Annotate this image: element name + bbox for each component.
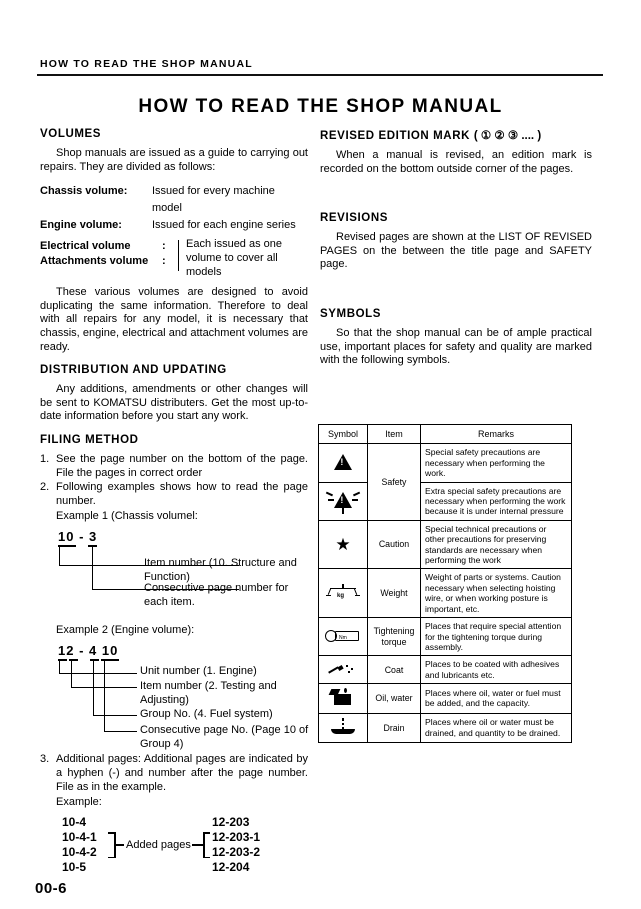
revised-edition-heading: [320, 128, 592, 142]
filing-list: [40, 453, 308, 508]
folio-page-number: 00-6: [35, 880, 68, 897]
colon: :: [162, 240, 166, 253]
page-ref-right-3: 12-203-2: [212, 845, 261, 860]
table-row: [319, 520, 572, 569]
example3-label: Example:: [56, 796, 102, 809]
page-ref-right-4: 12-204: [212, 860, 250, 875]
remarks-cell: Places where oil, water or fuel must be added, and the capacity.: [421, 684, 572, 713]
volume-row-chassis: [40, 184, 308, 199]
symbols-table: [318, 424, 572, 743]
coat-brush-icon: [319, 656, 368, 684]
page-ref-left-1: 10-4: [62, 815, 87, 830]
remarks-cell: Places that require special attention for the tightening torque during assembly.: [421, 618, 572, 656]
running-header: HOW TO READ THE SHOP MANUAL: [40, 58, 253, 70]
example2-label: Example 2 (Engine volume):: [56, 624, 195, 637]
volume-term: Chassis volume:: [40, 185, 128, 198]
volume-def-cont: model: [152, 202, 182, 215]
left-column: [40, 128, 308, 887]
filing-item-3: [40, 753, 308, 794]
torque-wrench-icon: Nm: [319, 618, 368, 656]
item-oil-water: Oil, water: [368, 684, 421, 713]
filing-item-text: See the page number on the bottom of the page. File the pages in correct order: [56, 452, 308, 479]
table-row: [319, 482, 572, 520]
item-safety: Safety: [368, 444, 421, 520]
filing-item-2: [40, 481, 308, 508]
filing-item-1: [40, 453, 308, 480]
filing-item-text: Additional pages: Additional pages are indicated by a hyphen (-) and number after the page number. File as in the example.: [56, 753, 308, 793]
volumes-intro: Shop manuals are issued as a guide to carrying out repairs. They are divided as follows:: [40, 147, 308, 173]
volume-row-engine: [40, 218, 308, 233]
filing-item-text: Following examples shows how to read the page number.: [56, 481, 308, 507]
symbols-heading: SYMBOLS: [320, 307, 382, 320]
page-ref-left-4: 10-5: [62, 860, 87, 875]
edition-mark-symbols: ( ① ② ③ .... ): [473, 130, 542, 142]
example2-callout-group: Group No. (4. Fuel system): [140, 708, 273, 721]
table-row: [319, 656, 572, 684]
example2-callout-unit: Unit number (1. Engine): [140, 665, 257, 678]
filing-list-continued: [40, 753, 308, 794]
item-tightening-torque: Tightening torque: [368, 618, 421, 656]
example1-label: Example 1 (Chassis volumel:: [56, 510, 198, 523]
page-title: HOW TO READ THE SHOP MANUAL: [138, 96, 503, 117]
remarks-cell: Extra special safety precautions are necessary when performing the work because it is under internal pressure: [421, 482, 572, 520]
table-row: [319, 569, 572, 618]
column-header-symbol: Symbol: [319, 425, 368, 444]
table-header-row: [319, 425, 572, 444]
distribution-heading: DISTRIBUTION AND UPDATING: [40, 364, 227, 377]
item-coat: Coat: [368, 656, 421, 684]
remarks-cell: Weight of parts or systems. Caution necessary when selecting hoisting wire, or when working posture is important, etc.: [421, 569, 572, 618]
item-weight: Weight: [368, 569, 421, 618]
remarks-cell: Special safety precautions are necessary when performing the work.: [421, 444, 572, 482]
volumes-heading: VOLUMES: [40, 128, 102, 140]
volume-row-chassis-cont: [40, 201, 308, 216]
item-drain: Drain: [368, 713, 421, 742]
page-ref-right-2: 12-203-1: [212, 830, 261, 845]
warning-triangle-burst-icon: [319, 482, 368, 520]
filing-item-number: 1.: [40, 452, 50, 465]
table-row: [319, 618, 572, 656]
table-row: [319, 713, 572, 742]
page-ref-left-2: 10-4-1: [62, 830, 97, 845]
oil-can-icon: [319, 684, 368, 713]
table-row: [319, 444, 572, 482]
added-pages-label: Added pages: [126, 839, 191, 852]
item-caution: Caution: [368, 520, 421, 569]
remarks-cell: Special technical precautions or other precautions for preserving standards are necessary when performing the work: [421, 520, 572, 569]
revised-edition-heading-text: REVISED EDITION MARK: [320, 130, 471, 142]
filing-item-number: 2.: [40, 481, 50, 494]
added-pages-diagram: [40, 815, 308, 887]
example1-diagram: [40, 529, 308, 608]
right-column: [320, 128, 592, 378]
table-row: [319, 684, 572, 713]
page-ref-left-3: 10-4-2: [62, 845, 97, 860]
revisions-heading: REVISIONS: [320, 212, 389, 225]
remarks-cell: Places where oil or water must be drained, and quantity to be drained.: [421, 713, 572, 742]
weight-hoist-icon: kg: [319, 569, 368, 618]
example1-callout-item: Item number (10. Structure and Function): [144, 557, 297, 583]
volume-def: Issued for each engine series: [152, 219, 296, 232]
filing-item-number: 3.: [40, 753, 50, 766]
example2-callout-item: Item number (2. Testing and Adjusting): [140, 680, 277, 706]
page-ref-right-1: 12-203: [212, 815, 250, 830]
column-header-item: Item: [368, 425, 421, 444]
filing-heading: FILING METHOD: [40, 433, 139, 446]
warning-triangle-icon: [319, 444, 368, 482]
example2-callout-page: Consecutive page No. (Page 10 of Group 4): [140, 724, 309, 750]
example1-page-number: 10 - 3: [58, 529, 98, 545]
colon: :: [162, 255, 166, 268]
symbols-body: So that the shop manual can be of ample practical use, important places for safety and quality are marked with the following symbols.: [320, 326, 592, 367]
example2-diagram: [40, 643, 308, 749]
remarks-cell: Places to be coated with adhesives and lubricants etc.: [421, 656, 572, 684]
example2-page-number: 12 - 4 10: [58, 643, 119, 659]
revisions-body: Revised pages are shown at the LIST OF REVISED PAGES on the between the title page and SAFETY page.: [320, 231, 592, 271]
braced-volumes: [40, 239, 308, 279]
star-icon: ★: [319, 520, 368, 569]
volume-term-electrical: Electrical volume: [40, 240, 131, 253]
drain-icon: [319, 713, 368, 742]
brace-divider: [178, 240, 179, 271]
volume-term: Engine volume:: [40, 219, 122, 232]
revised-edition-body: When a manual is revised, an edition mark is recorded on the bottom outside corner of the pages.: [320, 149, 592, 175]
example1-callout-page: Consecutive page number for each item.: [144, 582, 289, 608]
volume-term-attachments: Attachments volume: [40, 255, 149, 268]
distribution-body: Any additions, amendments or other changes will be sent to KOMATSU distributers. Get the most up-to-date information before you start any work.: [40, 383, 308, 423]
column-header-remarks: Remarks: [421, 425, 572, 444]
volumes-outro: These various volumes are designed to avoid duplicating the same information. Therefore to deal with all repairs for any model, it is necessary that chassis, engine, electrical and attachment volumes are ready.: [40, 286, 308, 353]
header-rule: [37, 74, 603, 76]
braced-note: Each issued as one volume to cover all models: [186, 238, 283, 279]
volume-def: Issued for every machine: [152, 185, 275, 198]
